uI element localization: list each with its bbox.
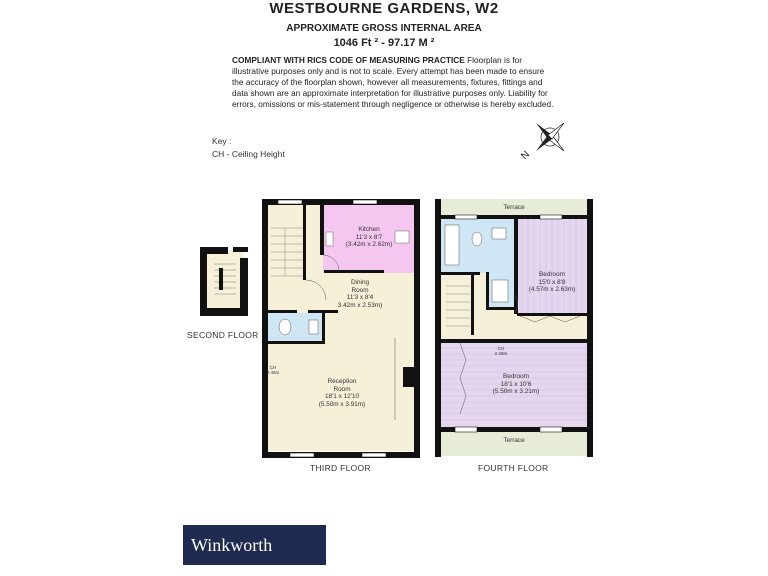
bedroom-2-imperial: 18'1 x 10'6 — [500, 380, 532, 388]
ch-label: CH — [497, 346, 505, 351]
bedroom-1-name: Bedroom — [539, 271, 565, 278]
winkworth-logo — [183, 525, 326, 565]
bedroom-1-metric: (4.57m x 2.63m) — [528, 286, 576, 294]
disclaimer-bold: COMPLIANT WITH RICS CODE OF MEASURING PRACTICE — [232, 55, 465, 65]
ch-value: 2.28m — [494, 351, 508, 356]
fourth-floor-plan — [435, 199, 593, 457]
fourth-floor-ceiling-height — [486, 346, 516, 356]
bedroom-1-imperial: 15'0 x 8'8 — [538, 278, 566, 286]
key-entry: CH - Ceiling Height — [212, 149, 285, 159]
dining-label — [320, 279, 400, 309]
ch-value: 2.46m — [266, 370, 280, 375]
dining-name: Dining — [350, 279, 370, 286]
fourth-floor-label: FOURTH FLOOR — [478, 463, 549, 473]
reception-name: Reception — [327, 378, 357, 385]
gross-area: 1046 Ft ² - 97.17 M ² — [333, 37, 435, 49]
reception-label — [302, 378, 382, 408]
reception-imperial: 18'1 x 12'10 — [324, 393, 360, 401]
bottom-terrace-label: Terrace — [503, 437, 525, 444]
kitchen-name: Kitchen — [358, 226, 380, 233]
bedroom-2-label — [476, 373, 556, 396]
dining-imperial: 11'3 x 8'4 — [346, 294, 374, 302]
second-floor-label: SECOND FLOOR — [187, 330, 259, 340]
kitchen-label — [326, 226, 412, 249]
second-floor-plan — [200, 247, 248, 316]
page-subtitle: APPROXIMATE GROSS INTERNAL AREA — [286, 23, 482, 34]
third-floor-label: THIRD FLOOR — [310, 463, 371, 473]
kitchen-metric: (3.42m x 2.62m) — [345, 241, 393, 249]
dining-name-2: Room — [351, 286, 369, 294]
reception-name-2: Room — [333, 385, 351, 393]
compass-icon — [536, 123, 564, 151]
bedroom-1-label — [512, 271, 592, 294]
third-floor-ceiling-height — [258, 365, 288, 375]
page-title: WESTBOURNE GARDENS, W2 — [269, 0, 499, 17]
top-terrace-label: Terrace — [503, 204, 525, 211]
bedroom-2-metric: (5.50m x 3.21m) — [492, 388, 540, 396]
kitchen-imperial: 11'3 x 8'7 — [355, 233, 383, 241]
key-title: Key : — [212, 136, 232, 146]
brand-name: Winkworth — [191, 534, 273, 555]
ch-label: CH — [269, 365, 277, 370]
disclaimer-text: Floorplan is for illustrative purposes only and is not to scale. Every attempt has been made to ensure the accuracy of the floorplan shown, however all measurements, fixtures, fittings and data shown are an approximate interpretation for illustrative purposes only. Liability for errors, omissions or mis-statement through negligence or otherwise is hereby excluded. — [232, 55, 554, 109]
bedroom-1-room — [517, 218, 588, 314]
compass-north-label: N — [519, 149, 533, 162]
bedroom-2-name: Bedroom — [503, 373, 529, 380]
reception-metric: (5.50m x 3.91m) — [318, 400, 366, 408]
dining-metric: 3.42m x 2.53m) — [337, 301, 383, 309]
